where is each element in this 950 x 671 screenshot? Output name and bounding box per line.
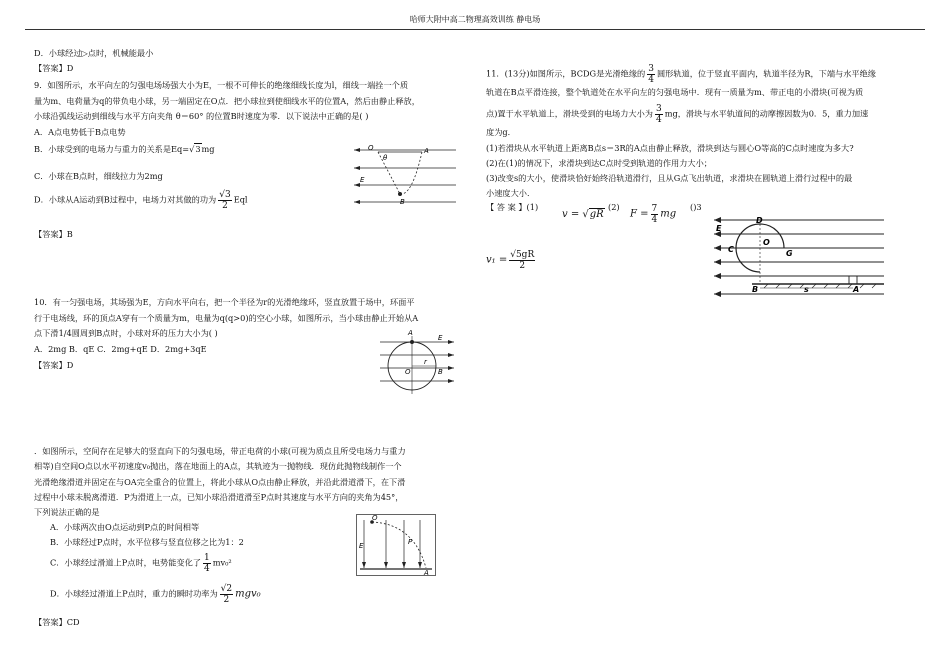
arrowhead bbox=[714, 291, 721, 297]
figure-q9 bbox=[350, 138, 460, 210]
label-d: D bbox=[756, 216, 763, 225]
q11l-option-d-text: D．小球经过滑道上P点时，重力的瞬时功率为 bbox=[50, 588, 218, 599]
label-e: E bbox=[438, 334, 443, 342]
q9-option-a: A．A点电势低于B点电势 bbox=[34, 127, 126, 137]
q11l-option-b: B．小球经过P点时，水平位移与竖直位移之比为1：2 bbox=[50, 537, 244, 547]
q11l-c-unit: mv₀² bbox=[212, 557, 232, 568]
q11-answer-3-label: ()3 bbox=[690, 202, 702, 212]
ans2-num: 7 bbox=[651, 204, 658, 214]
ans1-radicand: gR bbox=[589, 209, 604, 220]
q11-stem-line1 bbox=[486, 64, 876, 85]
q11l-option-a: A．小球两次由O点运动到P点的时间相等 bbox=[50, 522, 200, 532]
q9-d-denominator: 2 bbox=[222, 201, 228, 211]
ans2-lhs: F = bbox=[630, 208, 649, 220]
q9-option-d bbox=[34, 190, 248, 211]
arrowhead bbox=[714, 259, 721, 265]
label-o: O bbox=[405, 368, 411, 376]
q9-option-c: C．小球在B点时，细线拉力为2mg bbox=[34, 171, 163, 181]
q11l-option-c bbox=[50, 553, 232, 574]
q11l-stem-line3: 光滑绝缘滑道并固定在与OA完全重合的位置上，将此小球从O点由静止释放，并沿此滑道滑下，在下滑 bbox=[34, 477, 406, 487]
q9-option-b bbox=[34, 143, 215, 155]
arrowhead bbox=[448, 340, 454, 344]
q11l-d-numerator: √2 bbox=[220, 584, 233, 594]
q11-answer-2-label: (2) bbox=[608, 202, 620, 212]
q11-stem-line4: 度为g． bbox=[486, 127, 516, 137]
label-o: O bbox=[372, 514, 378, 522]
q11-frac1-den: 4 bbox=[648, 75, 654, 85]
label-a: A bbox=[424, 569, 429, 576]
q11-frac2-num: 3 bbox=[655, 104, 662, 114]
q10-options: A．2mg B．qE C．2mg+qE D．2mg+3qE bbox=[34, 344, 207, 354]
label-a: A bbox=[853, 285, 860, 294]
arrowhead bbox=[714, 217, 721, 223]
ans1-lhs: v = bbox=[562, 209, 580, 220]
label-e: E bbox=[360, 176, 365, 184]
q11l-answer: 【答案】CD bbox=[34, 617, 80, 627]
q9-answer: 【答案】B bbox=[34, 229, 73, 239]
arc-path bbox=[400, 152, 422, 194]
arrowhead bbox=[354, 166, 360, 170]
label-r: r bbox=[424, 358, 427, 366]
q11-part3-cont: 小速度大小． bbox=[486, 188, 536, 198]
figure-frame bbox=[357, 515, 436, 576]
arrowhead bbox=[362, 562, 366, 568]
ans3-den: 2 bbox=[519, 261, 526, 271]
ball-a bbox=[410, 340, 414, 344]
q11l-stem-line2: 相等)自空间O点以水平初速度v₀抛出，落在地面上的A点，其轨迹为一抛物线．现仿此抛物线制作一个 bbox=[34, 461, 402, 471]
q9-stem-line3: 小球沿弧线运动到细线与水平方向夹角 θ＝60° 的位置B时速度为零．以下说法中正确的是( ) bbox=[34, 111, 369, 121]
q9-b-unit: mg bbox=[201, 144, 215, 154]
label-c: C bbox=[728, 245, 734, 254]
label-p: P bbox=[408, 538, 413, 546]
figure-q11-left bbox=[356, 514, 436, 576]
figure-q11-right bbox=[708, 212, 888, 302]
q11l-stem-line4: 过程中小球未脱离滑道．P为滑道上一点，已知小球沿滑道滑至P点时其速度与水平方向的夹角为45°， bbox=[34, 492, 404, 502]
q11l-stem-line5: 下列说法正确的是 bbox=[34, 507, 100, 517]
q8-answer: 【答案】D bbox=[34, 63, 74, 73]
ans3-lhs: v₁ = bbox=[486, 254, 508, 266]
label-b: B bbox=[752, 285, 759, 294]
q9-option-d-text: D．小球从A运动到B过程中，电场力对其做的功为 bbox=[34, 194, 217, 205]
q10-answer: 【答案】D bbox=[34, 360, 74, 370]
q11l-d-fraction bbox=[220, 584, 233, 605]
q11-stem-line3-rest: mg，滑块与水平轨道间的动摩擦因数为0．5，重力加速 bbox=[664, 108, 869, 119]
q11-stem-line1-rest: 圆形轨道，位于竖直平面内，轨道半径为R，下端与水平绝缘 bbox=[656, 68, 876, 79]
label-g: G bbox=[786, 249, 793, 258]
arrowhead bbox=[354, 200, 360, 204]
arrowhead bbox=[354, 148, 360, 152]
arrowhead bbox=[714, 273, 721, 279]
q11l-option-c-text: C．小球经过滑道上P点时，电势能变化了 bbox=[50, 557, 201, 568]
label-o: O bbox=[368, 144, 374, 152]
q11-frac1 bbox=[647, 64, 655, 85]
q11-part1: (1)若滑块从水平轨道上距离B点s＝3R的A点由静止释放，滑块到达与圆心O等高的C点时速度为多大? bbox=[486, 143, 854, 153]
q11-stem-line3-text: 点)置于水平轨道上，滑块受到的电场力大小为 bbox=[486, 108, 653, 119]
ball-b bbox=[398, 192, 402, 196]
arrowhead bbox=[384, 562, 388, 568]
q11-frac2 bbox=[655, 104, 663, 125]
label-s: s bbox=[804, 285, 809, 294]
q10-stem-line2: 行于电场线，环的顶点A穿有一个质量为m，电量为q(q>0)的空心小球，如图所示，当小球由静止开始从A bbox=[34, 313, 419, 323]
string-to-b bbox=[378, 152, 400, 194]
q11-stem-line1-text: 11．(13分)如图所示，BCDG是光滑绝缘的 bbox=[486, 68, 646, 79]
label-b: B bbox=[438, 368, 443, 376]
q9-d-numerator: √3 bbox=[219, 190, 231, 200]
parabola-path bbox=[372, 522, 426, 568]
label-e: E bbox=[359, 542, 364, 550]
q11l-option-d bbox=[50, 584, 261, 605]
arrowhead bbox=[418, 562, 422, 568]
q11l-d-unit: mgv₀ bbox=[235, 588, 261, 600]
ans2-unit: mg bbox=[660, 208, 677, 220]
q8-option-d: D．小球经过▷点时，机械能最小 bbox=[34, 48, 154, 58]
q9-d-fraction bbox=[218, 190, 231, 211]
q9-d-unit: Eql bbox=[233, 194, 248, 205]
q11-answer-2 bbox=[630, 204, 676, 225]
q11-part3: (3)改变s的大小，使滑块恰好始终沿轨道滑行，且从G点飞出轨道，求滑块在圆轨道上滑行过程中的最 bbox=[486, 173, 853, 183]
q11l-c-fraction bbox=[203, 553, 211, 574]
q10-stem-line1: 10．有一匀强电场，其场强为E，方向水平向右，把一个半径为r的光滑绝缘环，竖直放置于场中，环面平 bbox=[34, 297, 415, 307]
page-header: 哈师大附中高二物理高效训练 静电场 bbox=[409, 15, 541, 24]
label-e: E bbox=[716, 224, 722, 233]
q11l-c-numerator: 1 bbox=[203, 553, 210, 563]
label-a: A bbox=[408, 329, 413, 337]
q11-answer-1: v = √gR bbox=[562, 209, 604, 220]
q11l-stem-line1: ．如图所示，空间存在足够大的竖直向下的匀强电场，带正电荷的小球(可视为质点且所受电场力与重力 bbox=[34, 446, 406, 456]
slider-block bbox=[849, 276, 857, 284]
q9-stem-line2: 量为m、电荷量为q的带负电小球，另一端固定在O点．把小球拉到使细线水平的位置A，然后由静止释放， bbox=[34, 96, 420, 106]
q11-frac2-den: 4 bbox=[655, 115, 662, 125]
ans3-num: √5gR bbox=[510, 250, 535, 260]
q11-part2: (2)在(1)的情况下，求滑块到达C点时受到轨道的作用力大小； bbox=[486, 158, 712, 168]
arrowhead bbox=[402, 562, 406, 568]
q9-stem-line1: 9．如图所示，水平向左的匀强电场场强大小为E，一根不可伸长的绝缘细线长度为l，细线一端拴一个质 bbox=[34, 80, 409, 90]
q10-stem-line3: 点下滑1/4圆周到B点时，小球对环的压力大小为( ) bbox=[34, 328, 218, 338]
label-b: B bbox=[400, 198, 405, 206]
q9-b-sqrt: √3 bbox=[189, 144, 201, 154]
q11-answer-3 bbox=[486, 250, 537, 271]
q11-stem-line2: 轨道在B点平滑连接，整个轨道处在水平向左的匀强电场中．现有一质量为m、带正电的小滑块(可视为质 bbox=[486, 87, 864, 97]
q11l-d-denominator: 2 bbox=[223, 595, 230, 605]
q9-b-radicand: 3 bbox=[195, 144, 201, 154]
ans3-fraction bbox=[509, 250, 535, 271]
q11-frac1-num: 3 bbox=[648, 64, 654, 74]
arrowhead bbox=[448, 353, 454, 357]
q11l-c-denominator: 4 bbox=[203, 564, 210, 574]
q9-option-b-text: B．小球受到的电场力与重力的关系是Eq= bbox=[34, 144, 190, 154]
q11-stem-line3 bbox=[486, 104, 868, 125]
arrowhead bbox=[448, 366, 454, 370]
ans2-den: 4 bbox=[651, 215, 658, 225]
arrowhead bbox=[714, 245, 721, 251]
arrowhead bbox=[448, 379, 454, 383]
header-rule bbox=[25, 29, 925, 30]
label-o: O bbox=[763, 238, 770, 247]
ans2-fraction bbox=[651, 204, 659, 225]
q11-answer-label: 【 答 案 】(1) bbox=[486, 202, 539, 212]
figure-q10 bbox=[378, 328, 458, 398]
label-a: A bbox=[424, 147, 429, 155]
label-theta: θ bbox=[383, 154, 388, 162]
